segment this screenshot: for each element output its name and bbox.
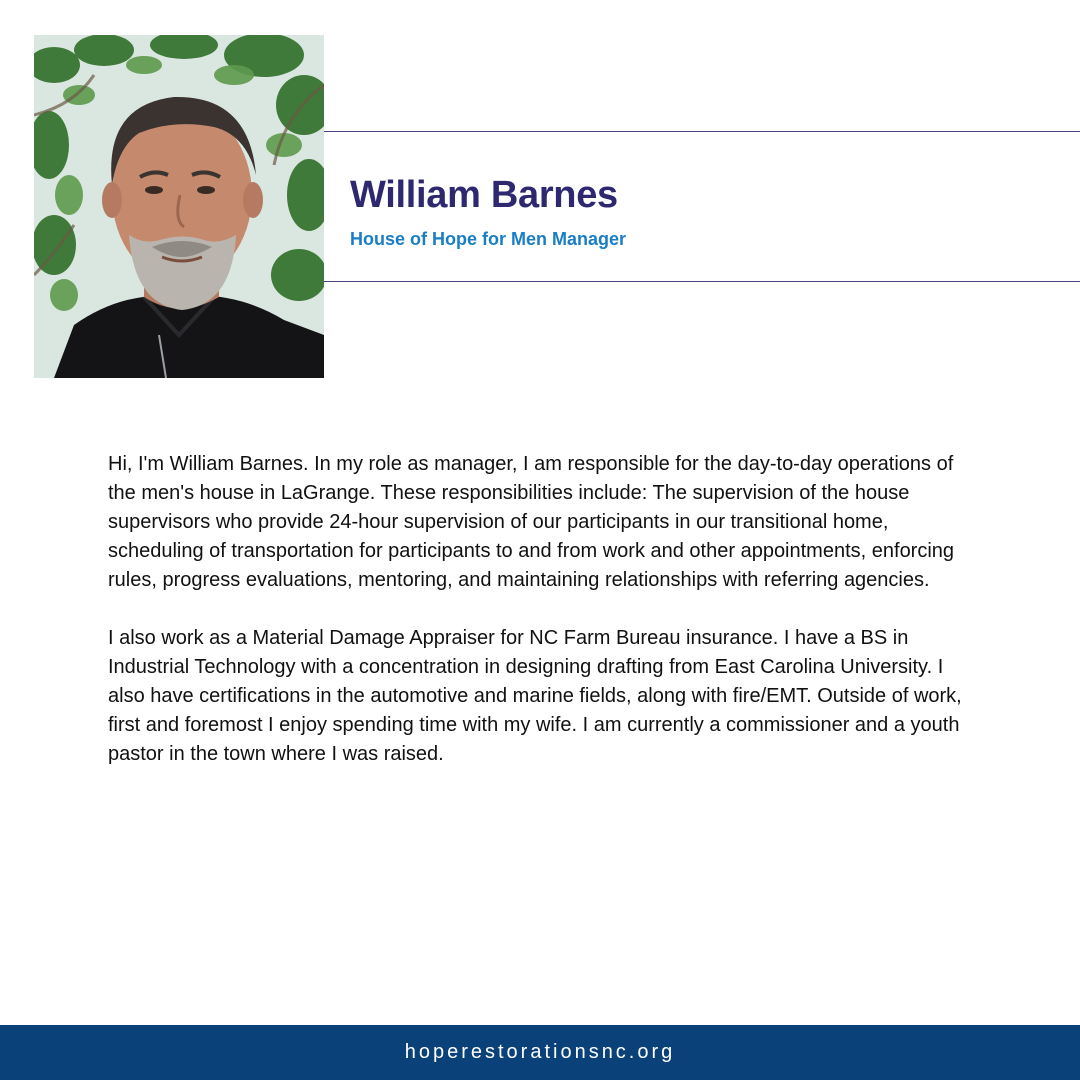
bio-text (108, 450, 978, 798)
person-title: House of Hope for Men Manager (350, 229, 627, 249)
person-name: William Barnes (350, 174, 618, 216)
portrait-photo (34, 35, 324, 378)
footer-bar (0, 1025, 1080, 1080)
header-rule-top (324, 131, 1080, 132)
portrait-illustration (34, 35, 324, 378)
bio-paragraph: I also work as a Material Damage Appraiser for NC Farm Bureau insurance. I have a BS in Industrial Technology with a concentration in designing drafting from East Carolina University. I also have certifications in the automotive and marine fields, along with fire/EMT. Outside of work, first and foremost I enjoy spending time with my wife. I am currently a commissioner and a youth pastor in the town where I was raised. (108, 627, 962, 765)
bio-paragraph: Hi, I'm William Barnes. In my role as manager, I am responsible for the day-to-day operations of the men's house in LaGrange. These responsibilities include: The supervision of the house supervisors who provide 24-hour supervision of our participants in our transitional home, scheduling of transportation for participants to and from work and other appointments, enforcing rules, progress evaluations, mentoring, and maintaining relationships with referring agencies. (108, 453, 955, 591)
header-rule-bottom (324, 281, 1080, 282)
website-link[interactable]: hoperestorationsnc.org (404, 1041, 676, 1063)
